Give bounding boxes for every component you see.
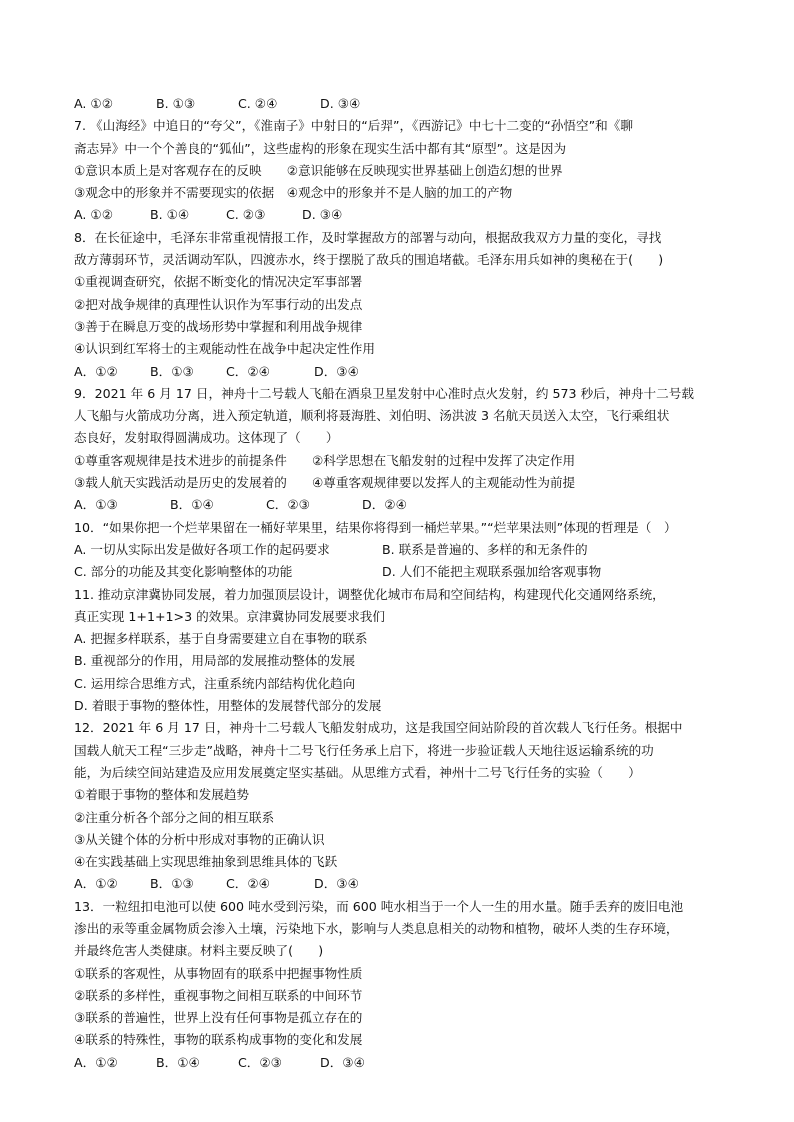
q8-line: 8．在长征途中，毛泽东非常重视情报工作，及时掌握敌方的部署与动向，根据敌我双方力量的变化，寻找 (74, 229, 662, 245)
q7-option-b: B. ①④ (150, 207, 190, 223)
q7-options (74, 204, 734, 226)
q13-line: 13．一粒纽扣电池可以使 600 吨水受到污染，而 600 吨水相当于一个人一生的用水量。随手丢弃的废旧电池 (74, 898, 684, 914)
q7-line: ①意识本质上是对客观存在的反映 ②意识能够在反映现实世界基础上创造幻想的世界 (74, 162, 563, 178)
q8-line: ①重视调查研究，依据不断变化的情况决定军事部署 (74, 274, 363, 290)
question-9 (74, 383, 734, 517)
q9-option-b: B．①④ (170, 497, 214, 513)
q9-option-c: C．②③ (266, 497, 310, 513)
q7-line: 斋志异》中一个个善良的“狐仙”，这些虚构的形象在现实生活中都有其“原型”。这是因为 (74, 140, 567, 156)
q11-line: 11. 推动京津冀协同发展，着力加强顶层设计，调整优化城市布局和空间结构，构建现代化交通网络系统， (74, 586, 665, 602)
q13-options (74, 1052, 734, 1074)
q13-line: ③联系的普遍性，世界上没有任何事物是孤立存在的 (74, 1010, 363, 1026)
q6-options (74, 93, 734, 115)
q13-line: 并最终危害人类健康。材料主要反映了( ) (74, 943, 324, 959)
q8-option-b: B．①③ (150, 363, 194, 379)
q10-option-d: D. 人们不能把主观联系强加给客观事物 (382, 564, 602, 580)
q13-line: ①联系的客观性，从事物固有的联系中把握事物性质 (74, 965, 363, 981)
question-7 (74, 115, 734, 226)
q6-option-c: C. ②④ (238, 96, 278, 111)
q12-options (74, 873, 734, 895)
question-12 (74, 717, 734, 895)
q8-option-d: D．③④ (314, 363, 359, 379)
q9-line: ③载人航天实践活动是历史的发展着的 ④尊重客观规律要以发挥人的主观能动性为前提 (74, 475, 576, 491)
q10-option-c: C. 部分的功能及其变化影响整体的功能 (74, 564, 293, 580)
q12-line: ③从关键个体的分析中形成对事物的正确认识 (74, 831, 325, 847)
q10-option-b: B. 联系是普遍的、多样的和无条件的 (382, 541, 588, 557)
q6-option-b: B. ①③ (156, 96, 196, 111)
q8-line: ②把对战争规律的真理性认识作为军事行动的出发点 (74, 296, 363, 312)
q13-line: 渗出的汞等重金属物质会渗入土壤，污染地下水，影响与人类息息相关的动物和植物，破坏人类的生存环境， (74, 920, 679, 936)
q9-options (74, 494, 734, 516)
q7-option-d: D. ③④ (302, 207, 343, 223)
q11-option-c: C. 运用综合思维方式，注重系统内部结构优化趋向 (74, 675, 356, 691)
q12-line: ④在实践基础上实现思维抽象到思维具体的飞跃 (74, 854, 338, 870)
q12-option-b: B．①③ (150, 876, 194, 892)
q7-line: ③观念中的形象并不需要现实的依据 ④观念中的形象并不是人脑的加工的产物 (74, 185, 513, 201)
q13-option-a: A．①② (74, 1054, 118, 1070)
q11-line: 真正实现 1+1+1>3 的效果。京津冀协同发展要求我们 (74, 608, 385, 624)
q9-line: ①尊重客观规律是技术进步的前提条件 ②科学思想在飞船发射的过程中发挥了决定作用 (74, 452, 576, 468)
q12-line: ②注重分析各个部分之间的相互联系 (74, 809, 275, 825)
q10-option-row (74, 561, 734, 583)
q6-option-a: A. ①② (74, 96, 113, 111)
q9-line: 9．2021 年 6 月 17 日，神舟十二号载人飞船在酒泉卫星发射中心准时点火发射，约 573 秒后，神舟十二号载 (74, 385, 694, 401)
q12-line: 能，为后续空间站建造及应用发展奠定坚实基础。从思维方式看，神州十二号飞行任务的实验（ ） (74, 764, 641, 780)
q13-line: ②联系的多样性，重视事物之间相互联系的中间环节 (74, 987, 363, 1003)
q11-option-b: B. 重视部分的作用，用局部的发展推动整体的发展 (74, 653, 356, 669)
q8-option-c: C．②④ (226, 363, 270, 379)
q13-option-c: C．②③ (238, 1054, 282, 1070)
q12-line: 国载人航天工程“三步走”战略，神舟十二号飞行任务承上启下，将进一步验证载人天地往返运输系统的功 (74, 742, 654, 758)
q12-option-a: A．①② (74, 876, 118, 892)
q10-option-a: A. 一切从实际出发是做好各项工作的起码要求 (74, 541, 330, 557)
question-11 (74, 584, 734, 718)
exam-page (74, 93, 734, 1074)
q8-option-a: A．①② (74, 363, 118, 379)
q7-option-a: A. ①② (74, 207, 113, 223)
q10-line: 10．“如果你把一个烂苹果留在一桶好苹果里，结果你将得到一桶烂苹果。”“烂苹果法则”体现的哲理是（ ） (74, 519, 677, 535)
q10-option-row (74, 539, 734, 561)
q8-line: ③善于在瞬息万变的战场形势中掌握和利用战争规律 (74, 318, 363, 334)
q13-option-b: B．①④ (156, 1054, 200, 1070)
question-10 (74, 517, 734, 584)
q12-line: 12．2021 年 6 月 17 日，神舟十二号载人飞船发射成功，这是我国空间站阶段的首次载人飞行任务。根据中 (74, 720, 683, 736)
q9-option-d: D．②④ (362, 497, 407, 513)
q11-option-a: A. 把握多样联系，基于自身需要建立自在事物的联系 (74, 631, 368, 647)
question-13 (74, 896, 734, 1074)
q8-line: ④认识到红军将士的主观能动性在战争中起决定性作用 (74, 341, 375, 357)
q7-option-c: C. ②③ (226, 207, 266, 223)
q9-line: 态良好，发射取得圆满成功。这体现了（ ） (74, 430, 339, 446)
q8-line: 敌方薄弱环节，灵活调动军队，四渡赤水，终于摆脱了敌兵的围追堵截。毛泽东用兵如神的奥秘在于( ) (74, 252, 664, 268)
q12-option-c: C．②④ (226, 876, 270, 892)
q6-option-d: D. ③④ (320, 96, 361, 111)
q9-line: 人飞船与火箭成功分离，进入预定轨道，顺利将聂海胜、刘伯明、汤洪波 3 名航天员送入太空，飞行乘组状 (74, 408, 670, 424)
q7-line: 7. 《山海经》中追日的“夸父”，《淮南子》中射日的“后羿”，《西游记》中七十二变的“孙悟空”和《聊 (74, 118, 633, 134)
q13-option-d: D．③④ (320, 1054, 365, 1070)
question-8 (74, 227, 734, 383)
q8-options (74, 361, 734, 383)
q12-line: ①着眼于事物的整体和发展趋势 (74, 787, 250, 803)
q9-option-a: A．①③ (74, 497, 118, 513)
q13-line: ④联系的特殊性，事物的联系构成事物的变化和发展 (74, 1032, 363, 1048)
q11-option-d: D. 着眼于事物的整体性，用整体的发展替代部分的发展 (74, 698, 382, 714)
q12-option-d: D．③④ (314, 876, 359, 892)
